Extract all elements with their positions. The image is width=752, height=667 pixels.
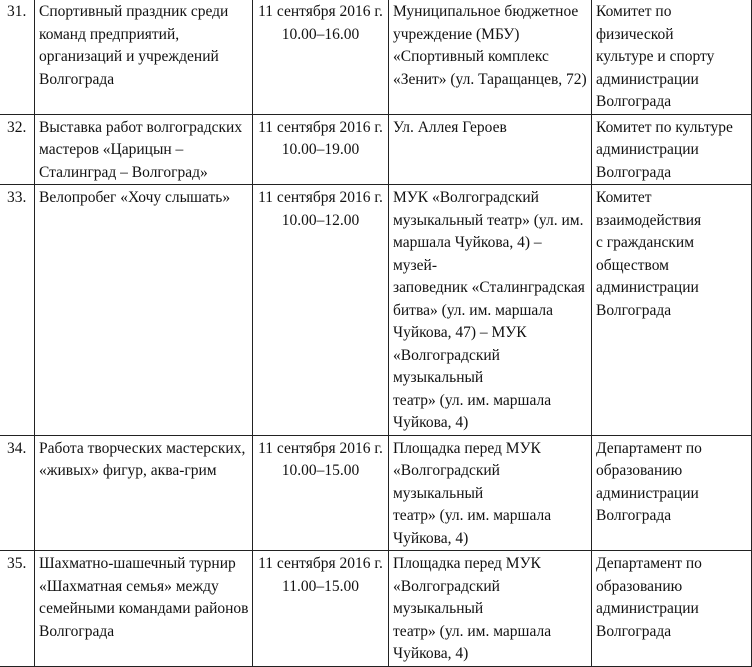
row-number: 34. (0, 435, 35, 551)
event-time: 10.00–12.00 (281, 211, 360, 229)
event-text-line: Выставка работ волгоградских (39, 118, 243, 136)
event-cell (35, 551, 253, 667)
place-text-line: «Волгоградский музыкальный (393, 577, 500, 617)
place-text-line: театр» (ул. им. маршала (393, 507, 552, 524)
event-text-line: Спортивный праздник среди (39, 3, 229, 20)
row-number: 33. (0, 185, 35, 436)
org-text-line: администрации (596, 70, 699, 88)
event-text-line: семейными командами районов (39, 600, 249, 617)
organizer-cell (592, 114, 752, 185)
event-date: 11 сентября 2016 г. (258, 555, 383, 572)
org-text-line: Комитет взаимодействия (596, 189, 702, 229)
org-text-line: образованию (596, 577, 683, 595)
place-text-line: Площадка перед МУК (393, 439, 541, 457)
place-text-line: битва» (ул. им. маршала (393, 301, 554, 319)
event-time: 10.00–19.00 (281, 141, 360, 158)
event-text-line: Волгограда (39, 622, 115, 640)
event-text-line: Велопробег «Хочу слышать» (39, 189, 231, 206)
event-text-line: Волгограда (39, 70, 115, 88)
event-text-line: организаций и учреждений (39, 48, 219, 65)
date-cell (253, 114, 389, 185)
event-cell (35, 0, 253, 114)
event-date: 11 сентября 2016 г. (258, 118, 383, 136)
place-text-line: Чуйкова, 4) (393, 645, 469, 662)
date-cell (253, 435, 389, 551)
place-text-line: Чуйкова, 4) (393, 529, 469, 547)
event-text-line: «Шахматная семья» между (39, 577, 219, 595)
event-cell (35, 185, 253, 436)
org-text-line: Комитет по культуре (596, 118, 733, 136)
org-text-line: Департамент по (596, 555, 702, 572)
org-text-line: администрации (596, 600, 699, 617)
event-date: 11 сентября 2016 г. (258, 189, 383, 206)
event-time: 10.00–16.00 (281, 25, 360, 43)
org-text-line: Волгограда (596, 163, 672, 181)
event-text-line: Работа творческих мастерских, (39, 439, 246, 457)
place-text-line: «Волгоградский музыкальный (393, 346, 500, 386)
org-text-line: Департамент по (596, 439, 702, 457)
table-row (0, 114, 752, 185)
place-text-line: МУК «Волгоградский (393, 189, 539, 206)
table-row (0, 185, 752, 436)
org-text-line: администрации (596, 484, 699, 502)
event-text-line: Сталинград – Волгоград» (39, 163, 208, 181)
date-cell (253, 0, 389, 114)
place-cell (389, 114, 592, 185)
place-text-line: заповедник «Сталинградская (393, 279, 585, 296)
place-text-line: театр» (ул. им. маршала (393, 391, 552, 409)
row-number: 35. (0, 551, 35, 667)
org-text-line: культуре и спорту (596, 48, 715, 65)
date-cell (253, 551, 389, 667)
event-text-line: команд предприятий, (39, 25, 180, 43)
place-text-line: музыкальный театр» (ул. им. (393, 211, 584, 229)
row-number: 32. (0, 114, 35, 185)
table-row (0, 0, 752, 114)
org-text-line: Волгограда (596, 507, 672, 524)
place-text-line: «Спортивный комплекс (393, 48, 549, 65)
place-cell (389, 0, 592, 114)
org-text-line: обществом (596, 256, 669, 274)
event-text-line: мастеров «Царицын – (39, 141, 184, 158)
event-date: 11 сентября 2016 г. (258, 439, 383, 457)
place-text-line: Муниципальное бюджетное (393, 3, 579, 20)
place-cell (389, 551, 592, 667)
org-text-line: образованию (596, 462, 683, 479)
event-time: 11.00–15.00 (282, 577, 359, 595)
date-cell (253, 185, 389, 436)
event-text-line: «живых» фигур, аква-грим (39, 462, 217, 479)
place-text-line: «Зенит» (ул. Таращанцев, 72) (393, 70, 587, 88)
place-text-line: Площадка перед МУК (393, 555, 541, 572)
place-cell (389, 435, 592, 551)
place-text-line: учреждение (МБУ) (393, 25, 520, 43)
organizer-cell (592, 551, 752, 667)
org-text-line: Комитет по физической (596, 3, 674, 43)
event-date: 11 сентября 2016 г. (258, 3, 383, 20)
event-time: 10.00–15.00 (281, 462, 360, 479)
event-cell (35, 114, 253, 185)
organizer-cell (592, 435, 752, 551)
org-text-line: администрации (596, 141, 699, 158)
place-text-line: театр» (ул. им. маршала (393, 622, 552, 640)
table-row (0, 435, 752, 551)
event-text-line: Шахматно-шашечный турнир (39, 555, 236, 572)
table-row (0, 551, 752, 667)
org-text-line: администрации (596, 279, 699, 296)
place-text-line: «Волгоградский музыкальный (393, 462, 500, 502)
place-text-line: Чуйкова, 4) (393, 414, 469, 431)
row-number: 31. (0, 0, 35, 114)
org-text-line: Волгограда (596, 622, 672, 640)
place-text-line: Ул. Аллея Героев (393, 118, 507, 136)
event-cell (35, 435, 253, 551)
organizer-cell (592, 185, 752, 436)
org-text-line: Волгограда (596, 93, 672, 110)
place-text-line: маршала Чуйкова, 4) – музей- (393, 234, 542, 274)
organizer-cell (592, 0, 752, 114)
org-text-line: с гражданским (596, 234, 695, 251)
place-text-line: Чуйкова, 47) – МУК (393, 324, 527, 341)
org-text-line: Волгограда (596, 301, 672, 319)
place-cell (389, 185, 592, 436)
